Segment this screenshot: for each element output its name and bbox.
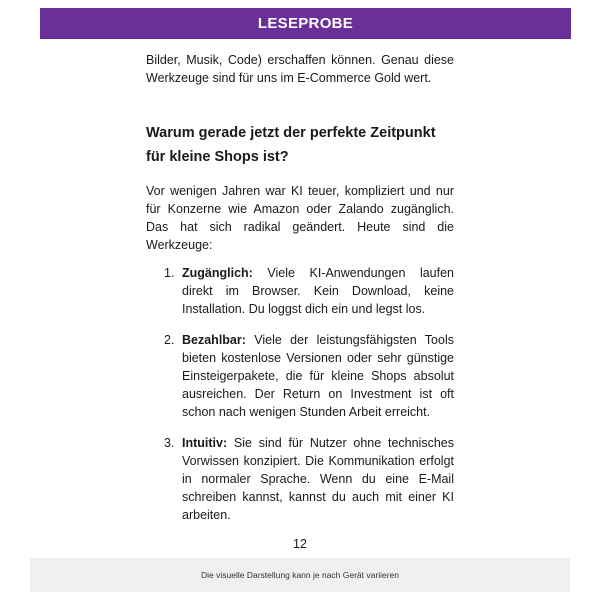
continued-paragraph: Bilder, Musik, Code) erschaffen können. Genau diese Werkzeuge sind für uns im E-Commerce Gold wert.: [146, 53, 454, 85]
footer-note: Die visuelle Darstellung kann je nach Gerät variieren: [201, 570, 399, 580]
list-item-text: [182, 434, 454, 524]
banner-title: LESEPROBE: [257, 15, 354, 32]
list-item-number: 2.: [164, 333, 175, 347]
list-item-text: [182, 264, 454, 318]
list-item-body: Sie sind für Nutzer ohne technisches Vorwissen konzipiert. Die Kommunikation erfolgt in normaler Sprache. Wenn du eine E-Mail schreiben kannst, kannst du auch mit einer KI arbeiten.: [182, 436, 454, 522]
intro-paragraph: Vor wenigen Jahren war KI teuer, kompliziert und nur für Konzerne wie Amazon oder Zalando zugänglich. Das hat sich radikal geändert. Heute sind die Werkzeuge:: [146, 184, 454, 252]
leseprobe-banner: [40, 8, 571, 39]
page-number: 12: [293, 537, 307, 551]
feature-list: [146, 264, 454, 524]
list-item-term: Zugänglich:: [182, 266, 253, 280]
list-item-term: Intuitiv:: [182, 436, 228, 450]
list-item-text: [182, 331, 454, 421]
list-item-body: Viele KI-Anwendungen laufen direkt im Browser. Kein Download, keine Installation. Du loggst dich ein und legst los.: [182, 266, 454, 316]
device-disclaimer-footer: [30, 558, 570, 592]
list-item-body: Viele der leistungsfähigsten Tools bieten kostenlose Versionen oder sehr günstige Einsteigerpakete, die für kleine Shops absolut ausreichen. Der Return on Investment ist oft schon nach wenigen Stunden Arbeit erreicht.: [182, 333, 454, 419]
list-item: [146, 264, 454, 318]
list-item-term: Bezahlbar:: [182, 333, 246, 347]
page-content: [146, 51, 454, 537]
list-item: [146, 434, 454, 524]
list-item: [146, 331, 454, 421]
section-heading: Warum gerade jetzt der perfekte Zeitpunkt für kleine Shops ist?: [146, 125, 436, 165]
list-item-number: 1.: [164, 266, 175, 280]
list-item-number: 3.: [164, 436, 175, 450]
